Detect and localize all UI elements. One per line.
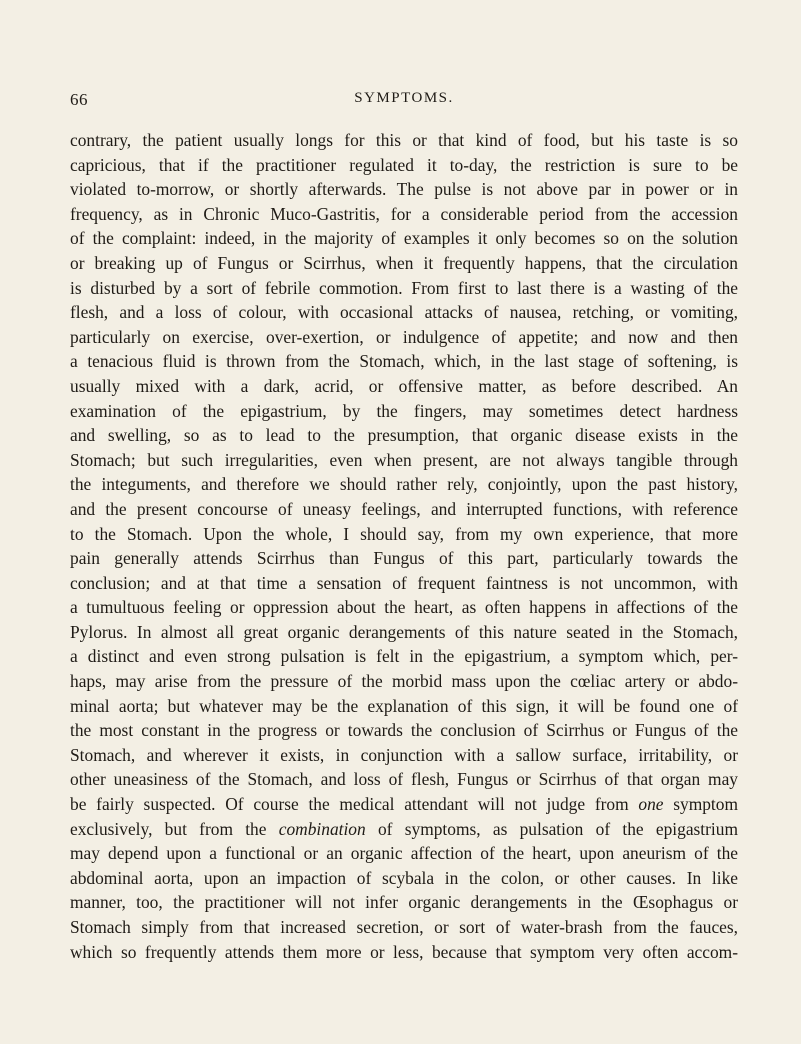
text-line: Stomach, and wherever it exists, in conjunction with a sallow surface, irritability, or xyxy=(70,744,738,765)
text-line: the most constant in the progress or towards the conclusion of Scirrhus or Fungus of the xyxy=(70,720,738,741)
text-line: may depend upon a functional or an organic affection of the heart, upon aneurism of the xyxy=(70,843,738,864)
text-line: haps, may arise from the pressure of the morbid mass upon the cœliac artery or abdo- xyxy=(70,671,738,692)
text-line: is disturbed by a sort of febrile commotion. From first to last there is a wasting of the xyxy=(70,277,738,298)
text-line-with-italic xyxy=(70,792,738,817)
text-line: a tumultuous feeling or oppression about the heart, as often happens in affections of the xyxy=(70,597,738,618)
text-line: particularly on exercise, over-exertion, or indulgence of appetite; and now and then xyxy=(70,326,738,347)
line-segment: be fairly suspected. Of course the medical attendant will not judge from xyxy=(70,794,629,815)
text-line: to the Stomach. Upon the whole, I should say, from my own experience, that more xyxy=(70,523,738,544)
text-line-with-italic xyxy=(70,817,738,842)
line-segment: exclusively, but from the xyxy=(70,818,267,839)
text-line: manner, too, the practitioner will not infer organic derangements in the Œsophagus or xyxy=(70,892,738,913)
text-line: conclusion; and at that time a sensation of frequent faintness is not uncommon, with xyxy=(70,572,738,593)
text-line: Stomach simply from that increased secretion, or sort of water-brash from the fauces, xyxy=(70,917,738,937)
text-line: or breaking up of Fungus or Scirrhus, when it frequently happens, that the circulation xyxy=(70,252,738,273)
italic-word: combination xyxy=(278,818,366,839)
text-line: contrary, the patient usually longs for this or that kind of food, but his taste is so xyxy=(70,130,738,150)
running-title: SYMPTOMS. xyxy=(354,90,454,106)
line-segment: symptoms, as pulsation of the epigastrium xyxy=(404,818,738,839)
text-line: a distinct and even strong pulsation is felt in the epigastrium, a symptom which, per- xyxy=(70,646,738,667)
text-line: usually mixed with a dark, acrid, or offensive matter, as before described. An xyxy=(70,375,738,396)
text-line: the integuments, and therefore we should rather rely, conjointly, upon the past history, xyxy=(70,474,738,495)
text-line: other uneasiness of the Stomach, and loss of flesh, Fungus or Scirrhus of that organ may xyxy=(70,769,738,790)
text-line: violated to-morrow, or shortly afterwards. The pulse is not above par in power or in xyxy=(70,179,738,200)
italic-word: one xyxy=(638,794,664,815)
line-segment: of xyxy=(377,818,393,839)
text-line: a tenacious fluid is thrown from the Stomach, which, in the last stage of softening, is xyxy=(70,351,738,372)
line-segment: symptom xyxy=(673,794,738,815)
text-line: Stomach; but such irregularities, even when present, are not always tangible through xyxy=(70,449,738,470)
text-line: and swelling, so as to lead to the presumption, that organic disease exists in the xyxy=(70,425,738,446)
text-line: capricious, that if the practitioner regulated it to-day, the restriction is sure to be xyxy=(70,154,738,175)
text-line: pain generally attends Scirrhus than Fungus of this part, particularly towards the xyxy=(70,548,738,569)
page-number: 66 xyxy=(70,90,88,109)
running-head xyxy=(70,90,738,112)
text-line: frequency, as in Chronic Muco-Gastritis, for a considerable period from the accession xyxy=(70,203,738,224)
text-line: Pylorus. In almost all great organic derangements of this nature seated in the Stomach, xyxy=(70,621,738,642)
body-text xyxy=(70,128,738,964)
text-line: abdominal aorta, upon an impaction of scybala in the colon, or other causes. In like xyxy=(70,867,738,888)
text-line: examination of the epigastrium, by the fingers, may sometimes detect hardness xyxy=(70,400,738,421)
text-line: and the present concourse of uneasy feelings, and interrupted functions, with reference xyxy=(70,498,738,519)
text-line: flesh, and a loss of colour, with occasional attacks of nausea, retching, or vomiting, xyxy=(70,302,738,323)
text-line: of the complaint: indeed, in the majority of examples it only becomes so on the solution xyxy=(70,228,738,249)
text-line: which so frequently attends them more or less, because that symptom very often accom- xyxy=(70,941,738,962)
text-line: minal aorta; but whatever may be the explanation of this sign, it will be found one of xyxy=(70,695,738,716)
